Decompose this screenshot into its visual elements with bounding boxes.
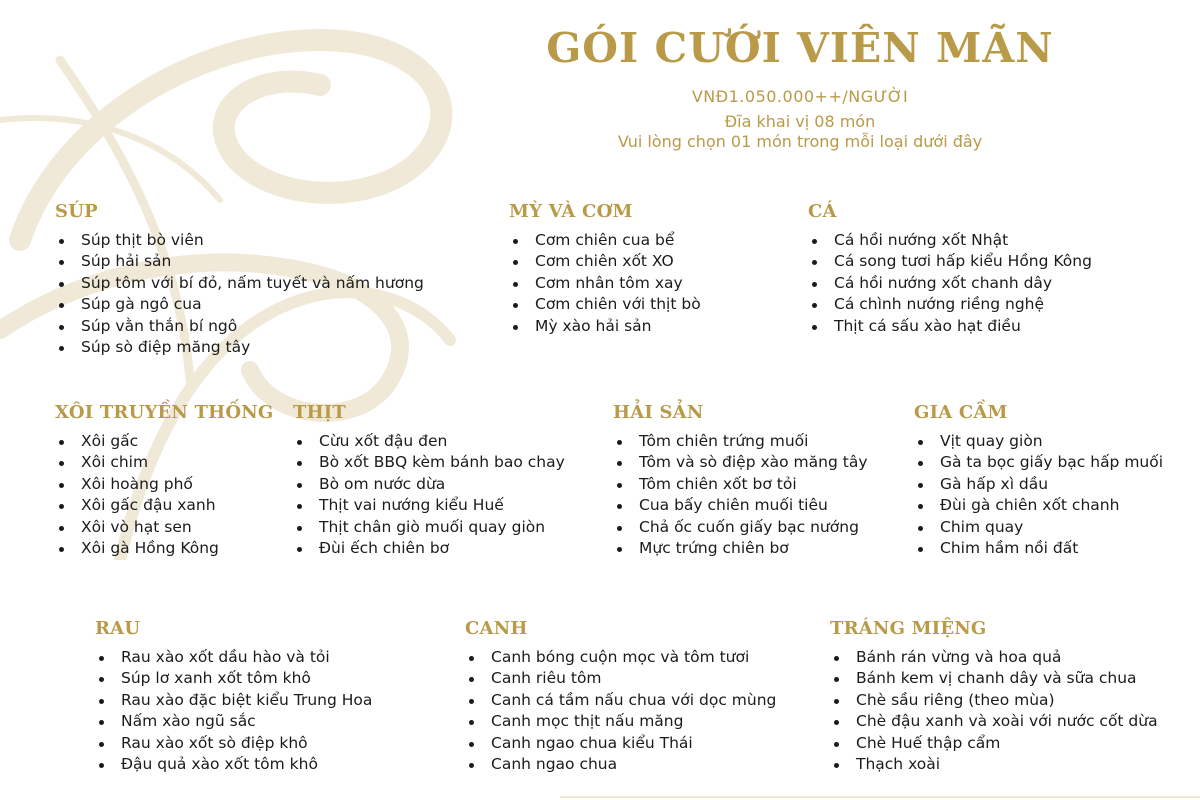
section-title: MỲ VÀ CƠM — [509, 201, 633, 222]
menu-item: Tôm chiên xốt bơ tỏi — [613, 474, 868, 495]
section-title: THỊT — [293, 402, 347, 423]
menu-item: Xôi gà Hồng Kông — [55, 538, 273, 559]
menu-item: Cơm chiên cua bể — [509, 230, 701, 251]
menu-item: Canh ngao chua — [465, 754, 776, 775]
menu-item: Canh mọc thịt nấu măng — [465, 711, 776, 732]
menu-item: Cá chình nướng riềng nghệ — [808, 294, 1092, 315]
menu-item: Chè sầu riêng (theo mùa) — [830, 690, 1158, 711]
menu-item: Canh ngao chua kiểu Thái — [465, 733, 776, 754]
menu-item: Canh bóng cuộn mọc và tôm tươi — [465, 647, 776, 668]
menu-item: Súp thịt bò viên — [55, 230, 424, 251]
menu-item: Chè Huế thập cẩm — [830, 733, 1158, 754]
menu-item: Gà ta bọc giấy bạc hấp muối — [914, 452, 1163, 473]
menu-item: Chè đậu xanh và xoài với nước cốt dừa — [830, 711, 1158, 732]
section-title: HẢI SẢN — [613, 402, 704, 423]
menu-item: Xôi gấc — [55, 431, 273, 452]
menu-item: Cua bấy chiên muối tiêu — [613, 495, 868, 516]
section-trang-mieng — [830, 618, 1158, 775]
section-sup — [55, 201, 424, 358]
appetizer-note: Đĩa khai vị 08 món — [724, 112, 876, 131]
menu-item: Bánh kem vị chanh dây và sữa chua — [830, 668, 1158, 689]
menu-item: Tôm và sò điệp xào măng tây — [613, 452, 868, 473]
menu-item: Xôi vò hạt sen — [55, 517, 273, 538]
menu-item: Bánh rán vừng và hoa quả — [830, 647, 1158, 668]
menu-item: Thạch xoài — [830, 754, 1158, 775]
menu-item: Bò xốt BBQ kèm bánh bao chay — [293, 452, 565, 473]
menu-item: Cơm chiên với thịt bò — [509, 294, 701, 315]
menu-item: Tôm chiên trứng muối — [613, 431, 868, 452]
menu-item: Cá hồi nướng xốt chanh dây — [808, 273, 1092, 294]
menu-item: Bò om nước dừa — [293, 474, 565, 495]
section-title: RAU — [95, 618, 141, 639]
menu-item: Xôi hoàng phố — [55, 474, 273, 495]
section-thit — [293, 402, 565, 559]
menu-item: Súp hải sản — [55, 251, 424, 272]
menu-item: Thịt cá sấu xào hạt điều — [808, 316, 1092, 337]
section-title: CANH — [465, 618, 528, 639]
section-hai-san — [613, 402, 868, 559]
menu-item: Xôi gấc đậu xanh — [55, 495, 273, 516]
menu-item: Đậu quả xào xốt tôm khô — [95, 754, 372, 775]
selection-instruction: Vui lòng chọn 01 món trong mỗi loại dưới đây — [617, 132, 983, 151]
section-title: GIA CẦM — [914, 402, 1008, 423]
menu-item: Mỳ xào hải sản — [509, 316, 701, 337]
menu-item: Rau xào xốt dầu hào và tỏi — [95, 647, 372, 668]
section-xoi-truyen-thong — [55, 402, 273, 559]
menu-item: Cơm chiên xốt XO — [509, 251, 701, 272]
menu-item: Vịt quay giòn — [914, 431, 1163, 452]
menu-item: Thịt vai nướng kiểu Huế — [293, 495, 565, 516]
menu-item: Rau xào xốt sò điệp khô — [95, 733, 372, 754]
menu-item: Rau xào đặc biệt kiểu Trung Hoa — [95, 690, 372, 711]
menu-item: Súp sò điệp măng tây — [55, 337, 424, 358]
menu-item: Nấm xào ngũ sắc — [95, 711, 372, 732]
section-gia-cam — [914, 402, 1163, 559]
section-title: XÔI TRUYỀN THỐNG — [55, 402, 274, 423]
menu-item: Cừu xốt đậu đen — [293, 431, 565, 452]
section-rau — [95, 618, 372, 775]
section-canh — [465, 618, 776, 775]
menu-item: Súp vằn thắn bí ngô — [55, 316, 424, 337]
menu-item: Cá hồi nướng xốt Nhật — [808, 230, 1092, 251]
menu-item: Canh riêu tôm — [465, 668, 776, 689]
menu-item: Súp gà ngô cua — [55, 294, 424, 315]
menu-item: Xôi chim — [55, 452, 273, 473]
menu-item: Cá song tươi hấp kiểu Hồng Kông — [808, 251, 1092, 272]
menu-item: Thịt chân giò muối quay giòn — [293, 517, 565, 538]
menu-item: Gà hấp xì dầu — [914, 474, 1163, 495]
menu-item: Canh cá tầm nấu chua với dọc mùng — [465, 690, 776, 711]
menu-item: Súp lơ xanh xốt tôm khô — [95, 668, 372, 689]
section-title: CÁ — [808, 201, 837, 222]
section-my-va-com — [509, 201, 701, 337]
menu-item: Đùi gà chiên xốt chanh — [914, 495, 1163, 516]
price-per-person: VNĐ1.050.000++/NGƯỜI — [691, 87, 909, 106]
page-title: GÓI CƯỚI VIÊN MÃN — [546, 24, 1054, 72]
bottom-divider — [560, 796, 1200, 798]
menu-item: Chim quay — [914, 517, 1163, 538]
menu-item: Mực trứng chiên bơ — [613, 538, 868, 559]
menu-item: Chim hầm nồi đất — [914, 538, 1163, 559]
menu-item: Đùi ếch chiên bơ — [293, 538, 565, 559]
menu-item: Chả ốc cuốn giấy bạc nướng — [613, 517, 868, 538]
section-ca — [808, 201, 1092, 337]
menu-item: Súp tôm với bí đỏ, nấm tuyết và nấm hương — [55, 273, 424, 294]
section-title: TRÁNG MIỆNG — [830, 618, 987, 639]
menu-item: Cơm nhân tôm xay — [509, 273, 701, 294]
section-title: SÚP — [55, 201, 98, 222]
